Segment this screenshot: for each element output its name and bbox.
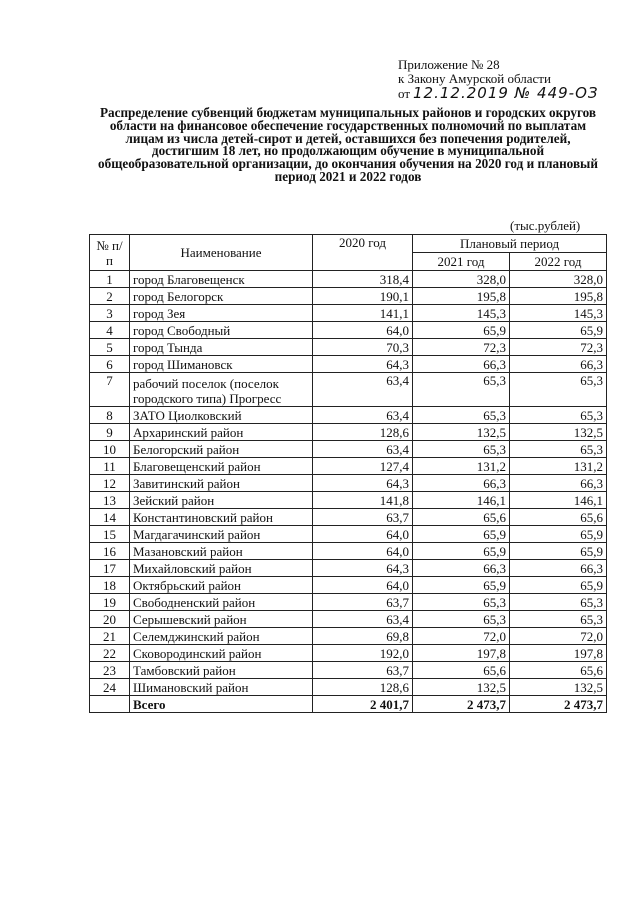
row-number: 17 (90, 560, 130, 577)
row-value-2021: 65,6 (413, 509, 510, 526)
table-row (90, 305, 607, 322)
row-value-2021: 66,3 (413, 475, 510, 492)
row-value-2021: 65,9 (413, 543, 510, 560)
row-value-2021: 65,9 (413, 526, 510, 543)
row-number: 20 (90, 611, 130, 628)
row-value-2020: 64,0 (313, 543, 413, 560)
row-value-2022: 72,0 (510, 628, 607, 645)
row-value-2021: 65,3 (413, 594, 510, 611)
row-value-2022: 65,3 (510, 407, 607, 424)
row-value-2022: 66,3 (510, 356, 607, 373)
row-name: Селемджинский район (130, 628, 313, 645)
row-value-2020: 2 401,7 (313, 696, 413, 713)
row-name: ЗАТО Циолковский (130, 407, 313, 424)
row-value-2021: 66,3 (413, 356, 510, 373)
row-value-2022: 131,2 (510, 458, 607, 475)
row-number: 8 (90, 407, 130, 424)
row-value-2020: 64,3 (313, 560, 413, 577)
row-name: Тамбовский район (130, 662, 313, 679)
row-name: город Благовещенск (130, 271, 313, 288)
table-row (90, 577, 607, 594)
row-value-2021: 146,1 (413, 492, 510, 509)
row-value-2021: 65,9 (413, 322, 510, 339)
row-value-2022: 65,9 (510, 543, 607, 560)
row-value-2020: 63,7 (313, 509, 413, 526)
table-row (90, 509, 607, 526)
row-value-2020: 63,4 (313, 441, 413, 458)
row-number: 15 (90, 526, 130, 543)
row-name: Серышевский район (130, 611, 313, 628)
row-name: Архаринский район (130, 424, 313, 441)
row-name: Зейский район (130, 492, 313, 509)
row-value-2021: 72,0 (413, 628, 510, 645)
row-value-2022: 65,3 (510, 594, 607, 611)
row-value-2021: 66,3 (413, 560, 510, 577)
row-value-2020: 63,4 (313, 373, 413, 407)
row-value-2022: 66,3 (510, 475, 607, 492)
row-value-2020: 64,0 (313, 577, 413, 594)
row-name: Константиновский район (130, 509, 313, 526)
total-row (90, 696, 607, 713)
row-number: 6 (90, 356, 130, 373)
appendix-block (398, 58, 599, 101)
table-row (90, 594, 607, 611)
row-name: Всего (130, 696, 313, 713)
row-value-2020: 64,0 (313, 322, 413, 339)
row-value-2022: 65,9 (510, 526, 607, 543)
row-name: Сковородинский район (130, 645, 313, 662)
table-row (90, 288, 607, 305)
appendix-date-line (398, 86, 599, 101)
appendix-law: к Закону Амурской области (398, 71, 551, 86)
row-value-2022: 2 473,7 (510, 696, 607, 713)
row-value-2022: 65,3 (510, 373, 607, 407)
row-value-2020: 128,6 (313, 424, 413, 441)
table-row (90, 662, 607, 679)
row-value-2020: 64,3 (313, 356, 413, 373)
row-name: город Зея (130, 305, 313, 322)
row-number: 1 (90, 271, 130, 288)
row-number: 11 (90, 458, 130, 475)
row-number: 3 (90, 305, 130, 322)
table-row (90, 407, 607, 424)
row-value-2022: 197,8 (510, 645, 607, 662)
row-number: 13 (90, 492, 130, 509)
row-value-2022: 145,3 (510, 305, 607, 322)
row-value-2022: 66,3 (510, 560, 607, 577)
row-name: Шимановский район (130, 679, 313, 696)
row-value-2020: 318,4 (313, 271, 413, 288)
row-number: 24 (90, 679, 130, 696)
row-value-2021: 132,5 (413, 679, 510, 696)
handwritten-date: 12.12.2019 № 449-ОЗ (413, 84, 599, 102)
row-number: 4 (90, 322, 130, 339)
row-value-2021: 145,3 (413, 305, 510, 322)
appendix-number: Приложение № 28 (398, 57, 500, 72)
row-number: 22 (90, 645, 130, 662)
row-name: Свободненский район (130, 594, 313, 611)
table-row (90, 560, 607, 577)
row-number: 23 (90, 662, 130, 679)
row-number: 16 (90, 543, 130, 560)
row-value-2020: 190,1 (313, 288, 413, 305)
table-row (90, 339, 607, 356)
row-value-2022: 65,9 (510, 577, 607, 594)
row-value-2021: 65,3 (413, 611, 510, 628)
row-value-2022: 65,3 (510, 611, 607, 628)
row-number: 19 (90, 594, 130, 611)
table-row (90, 458, 607, 475)
row-value-2020: 192,0 (313, 645, 413, 662)
row-value-2021: 65,6 (413, 662, 510, 679)
row-value-2022: 132,5 (510, 679, 607, 696)
row-name: Завитинский район (130, 475, 313, 492)
row-name: город Шимановск (130, 356, 313, 373)
table-row (90, 611, 607, 628)
header-2022: 2022 год (510, 253, 607, 271)
row-number: 5 (90, 339, 130, 356)
row-name: Благовещенский район (130, 458, 313, 475)
document-title: Распределение субвенций бюджетам муниципальных районов и городских округов области на финансовое обеспечение государственных полномочий по выплатам лицам из числа детей-сирот и детей, оставшихся без попечения родителей, достигшим 18 лет, но продолжающим обучение в муниципальной общеобразовательной организации, до окончания обучения на 2020 год и плановый период 2021 и 2022 годов (98, 105, 598, 184)
row-value-2020: 63,4 (313, 407, 413, 424)
table-row (90, 424, 607, 441)
row-name: Октябрьский район (130, 577, 313, 594)
row-value-2021: 131,2 (413, 458, 510, 475)
table-row (90, 356, 607, 373)
row-value-2020: 70,3 (313, 339, 413, 356)
table-row (90, 322, 607, 339)
header-name: Наименование (130, 235, 313, 271)
row-value-2021: 65,9 (413, 577, 510, 594)
row-number: 18 (90, 577, 130, 594)
row-number: 2 (90, 288, 130, 305)
row-number: 10 (90, 441, 130, 458)
row-name: город Тында (130, 339, 313, 356)
row-value-2021: 2 473,7 (413, 696, 510, 713)
row-name: Мазановский район (130, 543, 313, 560)
row-value-2020: 64,3 (313, 475, 413, 492)
table-row (90, 679, 607, 696)
row-value-2021: 72,3 (413, 339, 510, 356)
row-value-2022: 65,9 (510, 322, 607, 339)
row-value-2022: 65,6 (510, 662, 607, 679)
appendix-date-prefix: от (398, 86, 411, 101)
table-row (90, 526, 607, 543)
row-name: город Белогорск (130, 288, 313, 305)
row-name: рабочий поселок (поселок городского типа) Прогресс (130, 373, 313, 407)
row-number: 12 (90, 475, 130, 492)
row-value-2021: 65,3 (413, 373, 510, 407)
row-value-2022: 146,1 (510, 492, 607, 509)
row-value-2022: 65,6 (510, 509, 607, 526)
row-number: 9 (90, 424, 130, 441)
header-2021: 2021 год (413, 253, 510, 271)
row-value-2022: 65,3 (510, 441, 607, 458)
row-value-2020: 128,6 (313, 679, 413, 696)
row-value-2020: 63,7 (313, 594, 413, 611)
row-value-2020: 63,4 (313, 611, 413, 628)
row-value-2021: 65,3 (413, 441, 510, 458)
table-body (90, 271, 607, 713)
subsidy-table (89, 234, 607, 713)
table-row (90, 645, 607, 662)
row-value-2020: 127,4 (313, 458, 413, 475)
row-value-2020: 64,0 (313, 526, 413, 543)
table-row (90, 271, 607, 288)
row-value-2020: 141,8 (313, 492, 413, 509)
row-value-2021: 197,8 (413, 645, 510, 662)
row-value-2022: 328,0 (510, 271, 607, 288)
row-value-2020: 63,7 (313, 662, 413, 679)
row-number: 21 (90, 628, 130, 645)
header-planned: Плановый период (413, 235, 607, 253)
row-number: 7 (90, 373, 130, 407)
units-label: (тыс.рублей) (510, 218, 581, 233)
row-name: город Свободный (130, 322, 313, 339)
header-num: № п/п (90, 235, 130, 271)
row-value-2022: 132,5 (510, 424, 607, 441)
row-name: Михайловский район (130, 560, 313, 577)
table-row (90, 475, 607, 492)
table-row (90, 492, 607, 509)
table-row (90, 543, 607, 560)
row-name: Белогорский район (130, 441, 313, 458)
row-value-2021: 132,5 (413, 424, 510, 441)
table-row (90, 628, 607, 645)
row-number (90, 696, 130, 713)
row-value-2022: 195,8 (510, 288, 607, 305)
header-2020: 2020 год (313, 235, 413, 271)
row-value-2020: 141,1 (313, 305, 413, 322)
table-row (90, 441, 607, 458)
table-row (90, 373, 607, 407)
row-value-2021: 65,3 (413, 407, 510, 424)
row-value-2021: 328,0 (413, 271, 510, 288)
row-number: 14 (90, 509, 130, 526)
row-value-2021: 195,8 (413, 288, 510, 305)
row-value-2020: 69,8 (313, 628, 413, 645)
row-value-2022: 72,3 (510, 339, 607, 356)
row-name: Магдагачинский район (130, 526, 313, 543)
